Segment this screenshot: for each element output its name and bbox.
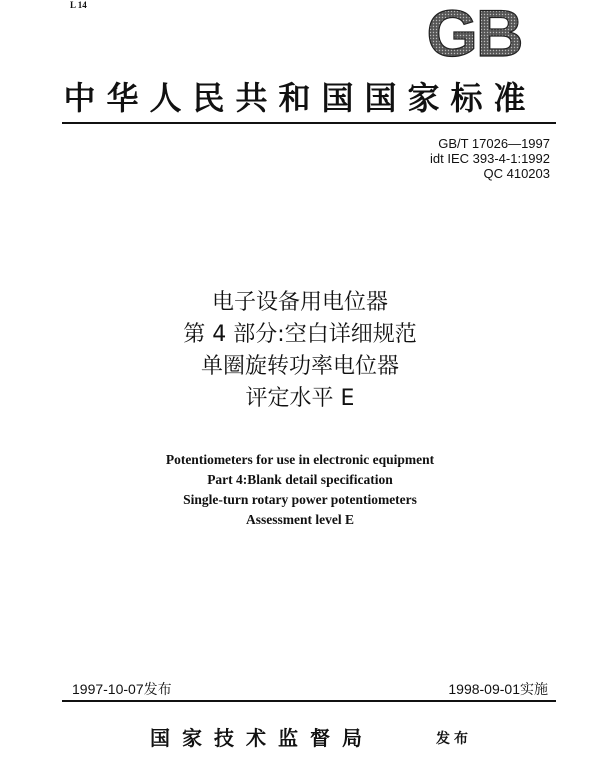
cn-title-line-1: 电子设备用电位器 xyxy=(211,290,388,315)
ics-code: L 14 xyxy=(70,0,87,10)
national-standard-title: 中华人民共和国国家标准 xyxy=(63,79,537,117)
en-title-line-2: Part 4:Blank detail specification xyxy=(207,472,393,487)
standard-number: GB/T 17026—1997 xyxy=(438,136,550,151)
issuing-authority: 国家技术监督局 xyxy=(150,726,374,750)
footer-divider xyxy=(62,700,556,702)
cn-title-line-2: 第 4 部分:空白详细规范 xyxy=(183,322,417,347)
cn-title-line-4: 评定水平 E xyxy=(245,386,355,411)
issue-date: 1997-10-07发布 xyxy=(72,681,172,697)
header-divider xyxy=(62,122,556,124)
en-title-line-3: Single-turn rotary power potentiometers xyxy=(183,492,417,507)
gb-logo xyxy=(414,4,534,62)
en-title-line-1: Potentiometers for use in electronic equipment xyxy=(165,452,435,467)
implementation-date: 1998-09-01实施 xyxy=(448,681,548,697)
iec-equivalent-number: idt IEC 393-4-1:1992 xyxy=(430,151,550,166)
en-title-line-4: Assessment level E xyxy=(246,512,354,527)
cn-title-line-3: 单圈旋转功率电位器 xyxy=(200,354,399,379)
issue-verb: 发布 xyxy=(436,731,472,747)
qc-number: QC 410203 xyxy=(483,166,550,181)
gb-logo-text: GB xyxy=(426,4,522,62)
